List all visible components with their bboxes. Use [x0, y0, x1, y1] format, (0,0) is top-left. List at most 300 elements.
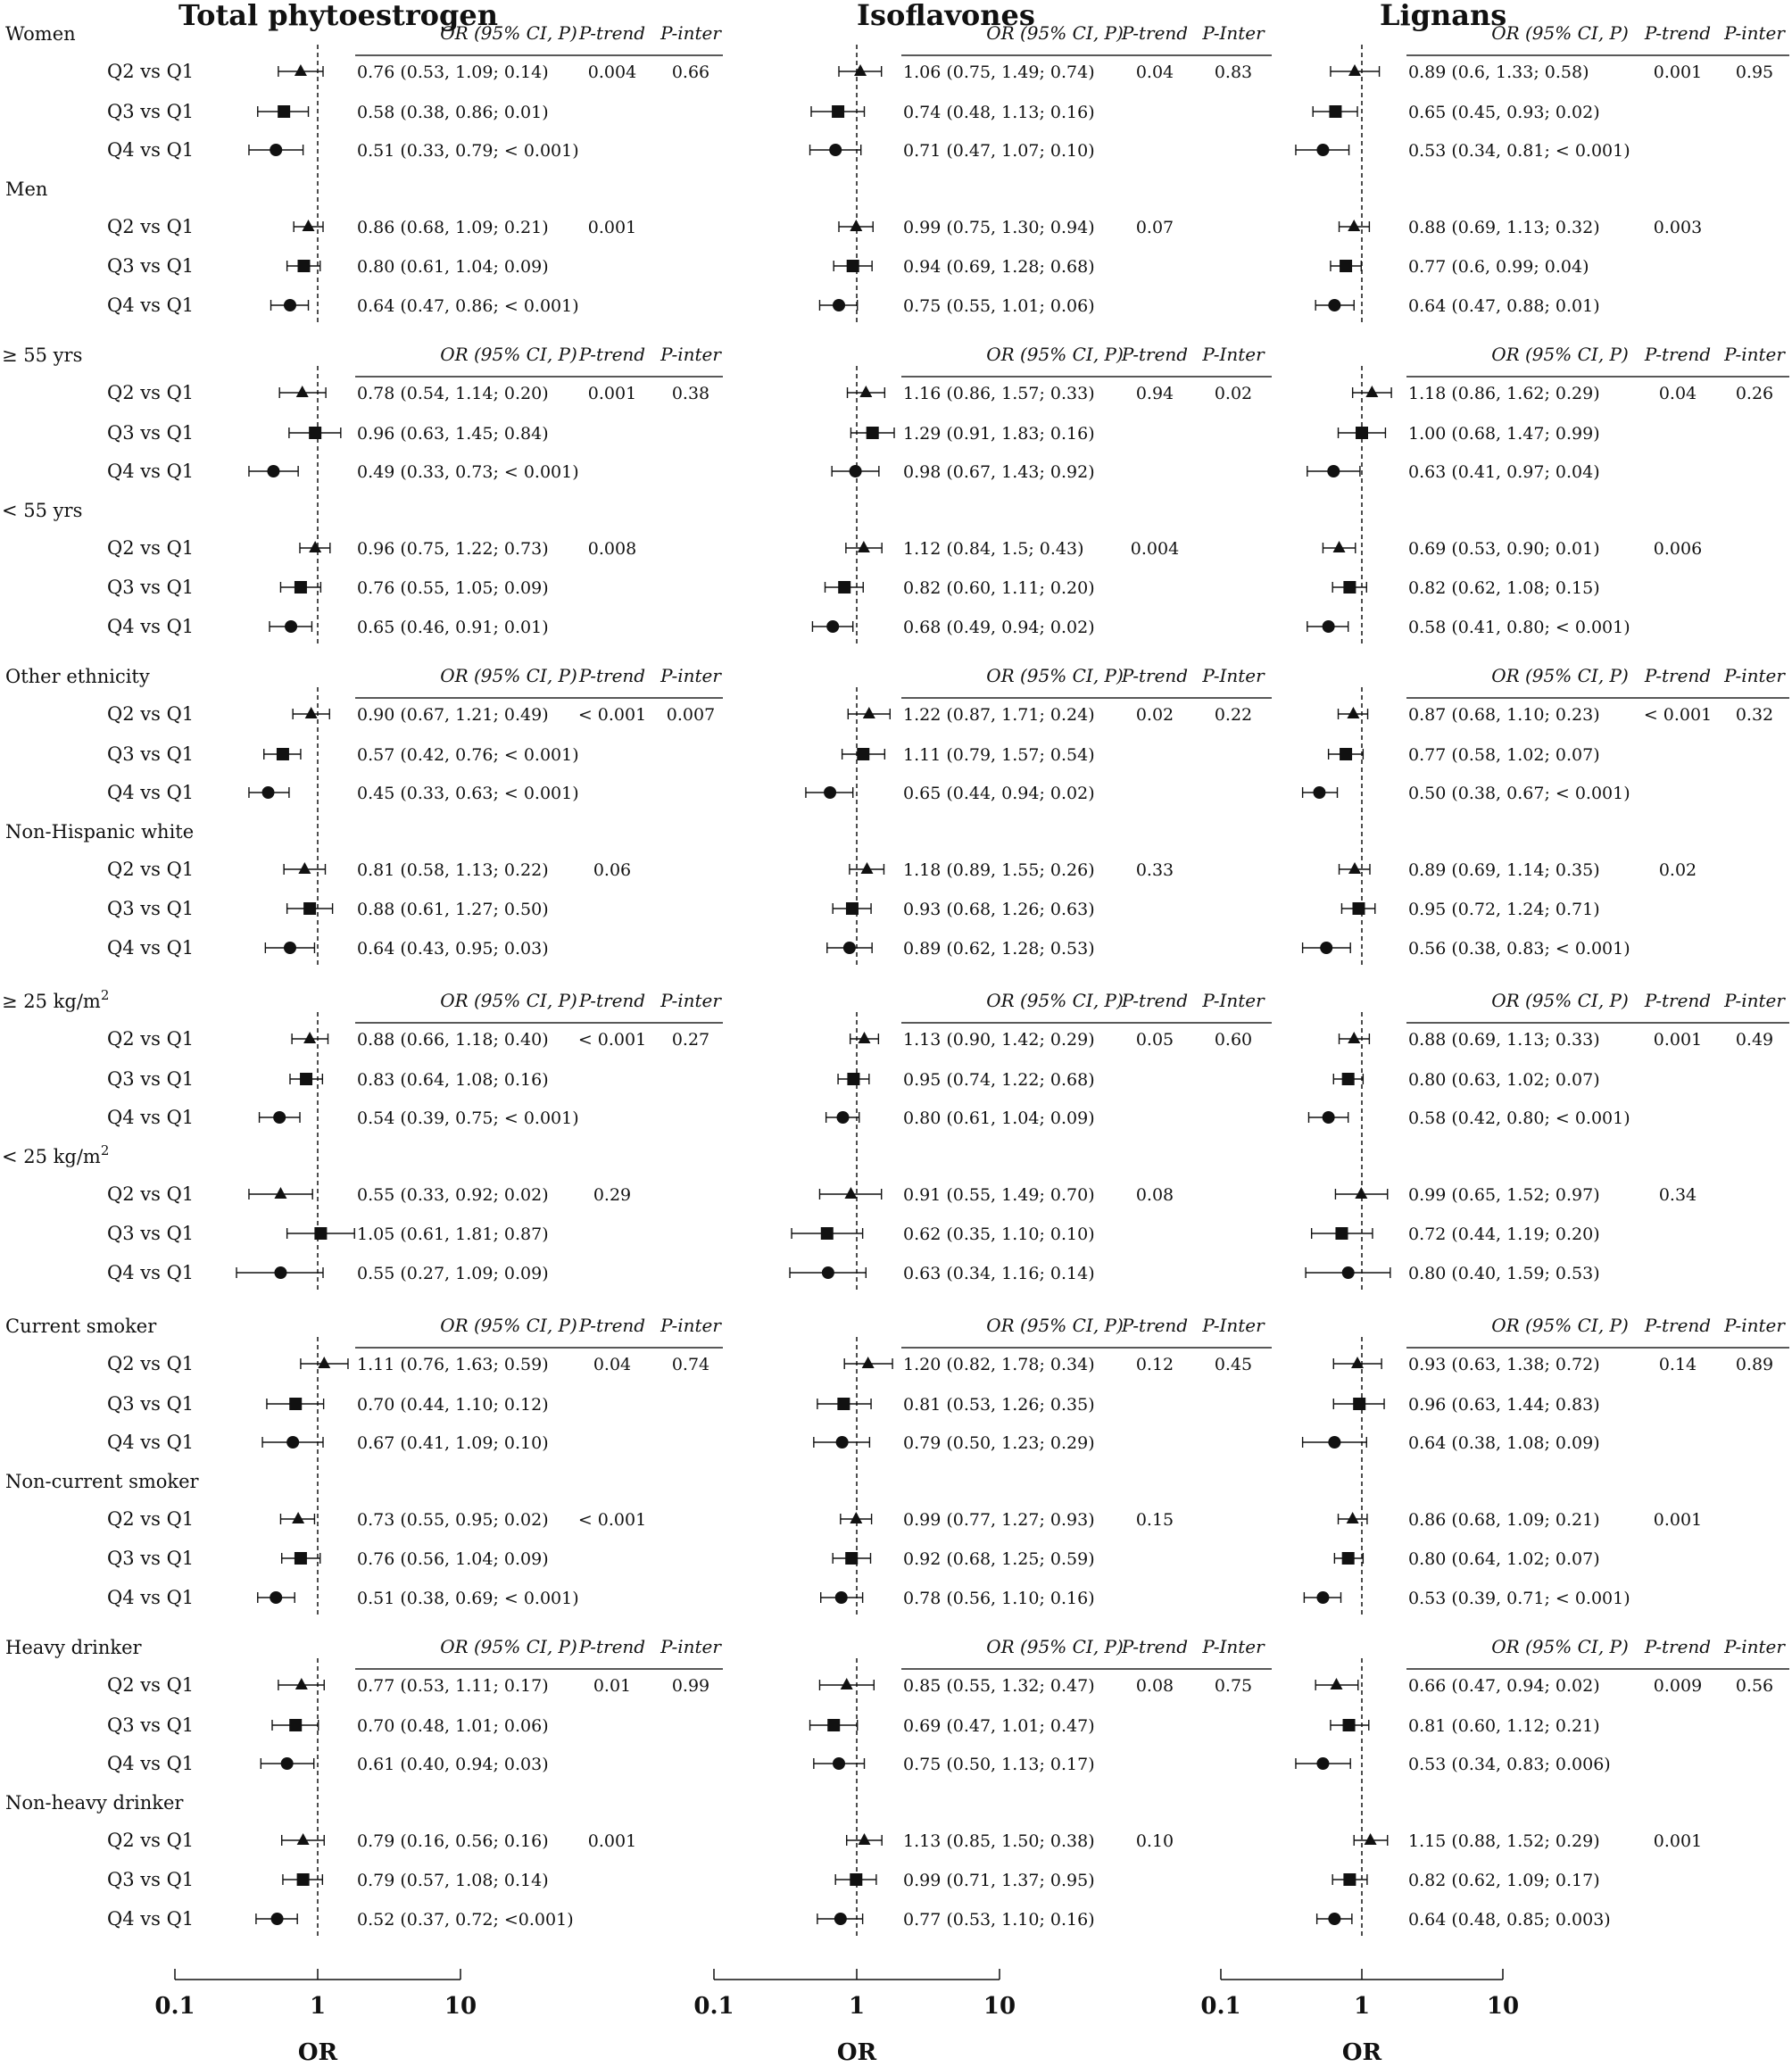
subgroup-section	[5, 22, 1789, 326]
comparison-label: Q2 vs Q1	[107, 1830, 195, 1851]
or-ci-text: 0.88 (0.69, 1.13; 0.33)	[1408, 1030, 1600, 1050]
or-point-square	[295, 1552, 307, 1565]
x-tick-label: 10	[1486, 1993, 1520, 2020]
comparison-label: Q3 vs Q1	[107, 1714, 195, 1736]
or-ci-header: OR (95% CI, P)	[986, 1315, 1124, 1336]
panel-block	[806, 665, 1272, 968]
or-ci-text: 0.77 (0.6, 0.99; 0.04)	[1408, 257, 1589, 277]
comparison-label: Q4 vs Q1	[107, 1107, 195, 1128]
or-point-square	[1329, 105, 1341, 118]
x-tick-label: 0.1	[693, 1993, 734, 2020]
p-trend-header: P-trend	[1644, 990, 1712, 1011]
comparison-label: Q3 vs Q1	[107, 1548, 195, 1569]
comparison-label: Q2 vs Q1	[107, 1028, 195, 1050]
p-inter-header: P-Inter	[1202, 665, 1265, 686]
or-ci-text: 1.18 (0.89, 1.55; 0.26)	[903, 860, 1095, 880]
or-ci-text: 0.75 (0.50, 1.13; 0.17)	[903, 1755, 1095, 1774]
or-ci-text: 0.94 (0.69, 1.28; 0.68)	[903, 257, 1095, 277]
or-point-circle	[270, 144, 282, 156]
p-trend-value: 0.04	[1658, 384, 1697, 403]
or-point-circle	[836, 1436, 849, 1449]
subgroup-section	[5, 1636, 1789, 1939]
p-inter-value: 0.95	[1735, 62, 1774, 82]
or-ci-text: 0.63 (0.34, 1.16; 0.14)	[903, 1264, 1095, 1283]
panel-block	[249, 344, 723, 647]
or-ci-text: 0.83 (0.64, 1.08; 0.16)	[357, 1070, 549, 1090]
or-ci-text: 0.91 (0.55, 1.49; 0.70)	[903, 1185, 1095, 1205]
or-point-circle	[1313, 786, 1325, 799]
or-ci-text: 0.52 (0.37, 0.72; <0.001)	[357, 1910, 574, 1930]
comparison-label: Q3 vs Q1	[107, 1869, 195, 1890]
or-ci-text: 0.79 (0.57, 1.08; 0.14)	[357, 1871, 549, 1890]
or-point-square	[1352, 902, 1365, 915]
p-trend-value: < 0.001	[1643, 705, 1713, 725]
p-inter-header: P-Inter	[1202, 344, 1265, 365]
or-ci-text: 0.79 (0.50, 1.23; 0.29)	[903, 1433, 1095, 1453]
or-point-triangle	[1347, 1512, 1359, 1523]
x-axis-label: OR	[297, 2039, 338, 2066]
p-trend-value: 0.008	[587, 539, 637, 559]
or-point-circle	[1327, 465, 1340, 477]
or-ci-text: 0.80 (0.61, 1.04; 0.09)	[357, 257, 549, 277]
or-point-square	[857, 748, 869, 760]
p-inter-header: P-inter	[1724, 1315, 1785, 1336]
comparison-label: Q3 vs Q1	[107, 1223, 195, 1244]
panel-block	[812, 344, 1272, 647]
or-ci-text: 1.00 (0.68, 1.47; 0.99)	[1408, 424, 1600, 444]
p-trend-value: 0.001	[1653, 1831, 1703, 1851]
p-trend-value: 0.001	[587, 1831, 637, 1851]
or-ci-text: 1.18 (0.86, 1.62; 0.29)	[1408, 384, 1600, 403]
or-ci-text: 0.51 (0.38, 0.69; < 0.001)	[357, 1589, 579, 1608]
p-trend-value: 0.02	[1135, 705, 1174, 725]
or-ci-text: 0.89 (0.69, 1.14; 0.35)	[1408, 860, 1600, 880]
p-inter-value: 0.32	[1735, 705, 1774, 725]
p-inter-header: P-Inter	[1202, 22, 1265, 44]
p-trend-header: P-trend	[1644, 665, 1712, 686]
or-ci-header: OR (95% CI, P)	[986, 22, 1124, 44]
or-point-circle	[270, 1591, 282, 1604]
or-point-triangle	[863, 707, 875, 718]
p-trend-value: 0.001	[1653, 1030, 1703, 1050]
or-ci-text: 0.74 (0.48, 1.13; 0.16)	[903, 103, 1095, 122]
or-ci-text: 0.93 (0.63, 1.38; 0.72)	[1408, 1355, 1600, 1374]
or-ci-text: 0.56 (0.38, 0.83; < 0.001)	[1408, 939, 1630, 959]
p-inter-value: 0.26	[1735, 384, 1774, 403]
comparison-label: Q3 vs Q1	[107, 1068, 195, 1090]
p-inter-value: 0.38	[671, 384, 710, 403]
or-point-triangle	[309, 541, 321, 552]
or-point-triangle	[1348, 64, 1361, 76]
panel-block	[790, 990, 1272, 1293]
panel-block	[1306, 990, 1789, 1293]
comparison-label: Q2 vs Q1	[107, 1353, 195, 1374]
p-inter-value: 0.49	[1735, 1030, 1774, 1050]
panel-block	[236, 990, 723, 1293]
p-inter-value: 0.60	[1214, 1030, 1253, 1050]
or-point-square	[821, 1227, 834, 1240]
panel-block	[1303, 665, 1789, 968]
or-ci-text: 0.70 (0.48, 1.01; 0.06)	[357, 1716, 549, 1736]
or-point-triangle	[859, 386, 872, 397]
p-trend-header: P-trend	[1121, 1315, 1189, 1336]
p-trend-value: 0.006	[1653, 539, 1703, 559]
or-point-triangle	[1333, 541, 1346, 552]
subgroup-section	[5, 665, 1789, 968]
or-ci-header: OR (95% CI, P)	[986, 1636, 1124, 1657]
p-inter-value: 0.99	[671, 1676, 710, 1696]
p-inter-header: P-inter	[1724, 344, 1785, 365]
p-trend-header: P-trend	[578, 344, 646, 365]
or-ci-text: 0.69 (0.47, 1.01; 0.47)	[903, 1716, 1095, 1736]
or-ci-text: 0.53 (0.34, 0.83; 0.006)	[1408, 1755, 1611, 1774]
p-trend-header: P-trend	[578, 665, 646, 686]
comparison-label: Q2 vs Q1	[107, 537, 195, 559]
p-inter-value: 0.007	[666, 705, 716, 725]
or-ci-text: 1.13 (0.90, 1.42; 0.29)	[903, 1030, 1095, 1050]
or-ci-text: 0.70 (0.44, 1.10; 0.12)	[357, 1395, 549, 1415]
panel-block	[258, 1315, 723, 1618]
p-trend-value: < 0.001	[577, 1030, 647, 1050]
p-trend-value: 0.29	[593, 1185, 632, 1205]
or-ci-header: OR (95% CI, P)	[440, 1636, 577, 1657]
subgroup-section	[2, 344, 1789, 647]
p-trend-header: P-trend	[578, 22, 646, 44]
p-inter-header: P-inter	[660, 22, 721, 44]
p-trend-header: P-trend	[578, 1315, 646, 1336]
x-tick-label: 10	[444, 1993, 477, 2020]
comparison-label: Q2 vs Q1	[107, 1674, 195, 1696]
or-point-circle	[833, 299, 845, 311]
comparison-label: Q2 vs Q1	[107, 859, 195, 880]
or-point-square	[309, 427, 321, 439]
p-trend-value: 0.009	[1653, 1676, 1703, 1696]
p-inter-header: P-inter	[1724, 665, 1785, 686]
comparison-label: Q4 vs Q1	[107, 1262, 195, 1283]
p-trend-value: 0.001	[1653, 1510, 1703, 1530]
p-trend-value: 0.004	[1130, 539, 1180, 559]
or-ci-text: 0.68 (0.49, 0.94; 0.02)	[903, 618, 1095, 637]
or-point-triangle	[298, 862, 311, 874]
p-inter-header: P-inter	[660, 1636, 721, 1657]
panel-block	[810, 22, 1272, 326]
p-inter-value: 0.56	[1735, 1676, 1774, 1696]
p-inter-value: 0.66	[671, 62, 710, 82]
or-ci-text: 1.11 (0.76, 1.63; 0.59)	[357, 1355, 549, 1374]
panel-block	[810, 1636, 1272, 1939]
p-trend-header: P-trend	[1121, 344, 1189, 365]
or-ci-text: 0.82 (0.62, 1.08; 0.15)	[1408, 578, 1600, 598]
comparison-label: Q3 vs Q1	[107, 1393, 195, 1415]
or-ci-header: OR (95% CI, P)	[1491, 665, 1629, 686]
or-point-circle	[1342, 1266, 1355, 1279]
or-point-circle	[1316, 1757, 1329, 1770]
p-inter-header: P-inter	[1724, 22, 1785, 44]
p-inter-header: P-Inter	[1202, 1636, 1265, 1657]
or-ci-header: OR (95% CI, P)	[440, 344, 577, 365]
or-ci-text: 1.13 (0.85, 1.50; 0.38)	[903, 1831, 1095, 1851]
panel-block	[1296, 1636, 1789, 1939]
or-ci-text: 0.53 (0.39, 0.71; < 0.001)	[1408, 1589, 1630, 1608]
p-trend-value: 0.05	[1135, 1030, 1174, 1050]
or-point-circle	[824, 786, 836, 799]
or-ci-text: 0.78 (0.54, 1.14; 0.20)	[357, 384, 549, 403]
or-point-circle	[273, 1111, 286, 1124]
or-point-circle	[1320, 942, 1332, 954]
or-ci-text: 0.81 (0.58, 1.13; 0.22)	[357, 860, 549, 880]
or-point-circle	[826, 620, 839, 633]
or-ci-text: 0.80 (0.63, 1.02; 0.07)	[1408, 1070, 1600, 1090]
p-trend-value: 0.08	[1135, 1676, 1174, 1696]
p-trend-value: 0.004	[587, 62, 637, 82]
or-point-square	[289, 1719, 302, 1731]
comparison-label: Q2 vs Q1	[107, 1508, 195, 1530]
or-point-circle	[1328, 1913, 1340, 1925]
group-label: Non-current smoker	[5, 1471, 199, 1492]
comparison-label: Q4 vs Q1	[107, 616, 195, 637]
or-point-circle	[836, 1111, 849, 1124]
panel-block	[1303, 1315, 1789, 1618]
subgroup-section	[2, 987, 1789, 1293]
or-point-square	[850, 1873, 862, 1886]
group-label: Non-Hispanic white	[5, 821, 195, 843]
or-ci-text: 0.82 (0.62, 1.09; 0.17)	[1408, 1871, 1600, 1890]
or-ci-text: 0.73 (0.55, 0.95; 0.02)	[357, 1510, 549, 1530]
p-trend-value: 0.06	[593, 860, 632, 880]
or-ci-text: 0.64 (0.43, 0.95; 0.03)	[357, 939, 549, 959]
or-ci-text: 1.22 (0.87, 1.71; 0.24)	[903, 705, 1095, 725]
group-label: Non-heavy drinker	[5, 1792, 184, 1814]
or-point-square	[837, 1398, 850, 1410]
p-trend-header: P-trend	[578, 990, 646, 1011]
or-ci-text: 0.96 (0.63, 1.45; 0.84)	[357, 424, 549, 444]
or-point-circle	[271, 1913, 284, 1925]
or-ci-header: OR (95% CI, P)	[1491, 344, 1629, 365]
or-ci-text: 0.58 (0.42, 0.80; < 0.001)	[1408, 1108, 1630, 1128]
or-ci-text: 0.87 (0.68, 1.10; 0.23)	[1408, 705, 1600, 725]
or-point-triangle	[274, 1187, 286, 1199]
comparison-label: Q4 vs Q1	[107, 1432, 195, 1453]
or-ci-header: OR (95% CI, P)	[440, 990, 577, 1011]
or-ci-text: 0.45 (0.33, 0.63; < 0.001)	[357, 784, 579, 803]
x-tick-label: 10	[983, 1993, 1016, 2020]
or-ci-text: 0.82 (0.60, 1.11; 0.20)	[903, 578, 1095, 598]
p-inter-value: 0.74	[671, 1355, 710, 1374]
or-point-triangle	[318, 1357, 330, 1368]
p-trend-value: 0.15	[1135, 1510, 1174, 1530]
x-axis-label: OR	[836, 2039, 877, 2066]
p-inter-header: P-inter	[1724, 990, 1785, 1011]
or-ci-text: 0.99 (0.65, 1.52; 0.97)	[1408, 1185, 1600, 1205]
or-point-square	[277, 748, 289, 760]
x-axis	[1200, 1969, 1519, 2066]
panel-block	[1296, 22, 1789, 326]
or-ci-text: 0.58 (0.38, 0.86; 0.01)	[357, 103, 549, 122]
or-point-circle	[843, 942, 856, 954]
or-ci-text: 0.51 (0.33, 0.79; < 0.001)	[357, 141, 579, 161]
p-inter-value: 0.83	[1214, 62, 1253, 82]
or-point-square	[1340, 748, 1352, 760]
group-label: Women	[5, 23, 76, 45]
or-ci-text: 1.06 (0.75, 1.49; 0.74)	[903, 62, 1095, 82]
p-trend-header: P-trend	[1644, 22, 1712, 44]
p-trend-value: 0.001	[1653, 62, 1703, 82]
x-tick-label: 1	[848, 1993, 866, 2020]
group-label: Men	[5, 178, 48, 200]
or-ci-header: OR (95% CI, P)	[986, 665, 1124, 686]
or-point-triangle	[295, 1678, 308, 1689]
or-point-square	[297, 260, 310, 272]
or-ci-text: 1.05 (0.61, 1.81; 0.87)	[357, 1224, 549, 1244]
or-ci-text: 0.76 (0.56, 1.04; 0.09)	[357, 1549, 549, 1569]
or-ci-header: OR (95% CI, P)	[440, 22, 577, 44]
p-inter-header: P-inter	[660, 665, 721, 686]
or-ci-text: 0.72 (0.44, 1.19; 0.20)	[1408, 1224, 1600, 1244]
or-ci-text: 1.20 (0.82, 1.78; 0.34)	[903, 1355, 1095, 1374]
or-point-square	[867, 427, 879, 439]
p-inter-value: 0.02	[1214, 384, 1253, 403]
p-trend-value: 0.02	[1658, 860, 1697, 880]
p-trend-value: 0.12	[1135, 1355, 1174, 1374]
or-point-square	[1356, 427, 1368, 439]
p-trend-value: 0.94	[1135, 384, 1174, 403]
or-ci-header: OR (95% CI, P)	[986, 990, 1124, 1011]
or-ci-text: 0.95 (0.74, 1.22; 0.68)	[903, 1070, 1095, 1090]
or-ci-header: OR (95% CI, P)	[1491, 22, 1629, 44]
x-axis-label: OR	[1341, 2039, 1382, 2066]
or-ci-text: 0.96 (0.75, 1.22; 0.73)	[357, 539, 549, 559]
or-ci-text: 0.88 (0.66, 1.18; 0.40)	[357, 1030, 549, 1050]
group-label: ≥ 25 $kg/m^2$	[2, 987, 110, 1012]
panel-block	[256, 1636, 723, 1939]
or-ci-text: 0.99 (0.77, 1.27; 0.93)	[903, 1510, 1095, 1530]
or-point-square	[847, 260, 859, 272]
or-point-triangle	[1348, 220, 1360, 231]
or-point-circle	[835, 1591, 848, 1604]
or-point-triangle	[305, 707, 318, 718]
or-ci-text: 0.49 (0.33, 0.73; < 0.001)	[357, 462, 579, 482]
or-point-square	[1342, 1552, 1355, 1565]
or-ci-text: 0.92 (0.68, 1.25; 0.59)	[903, 1549, 1095, 1569]
panel-title: Isoflavones	[857, 0, 1035, 32]
comparison-label: Q3 vs Q1	[107, 743, 195, 765]
or-point-circle	[822, 1266, 834, 1279]
or-point-triangle	[303, 1032, 316, 1043]
or-point-triangle	[1348, 1032, 1360, 1043]
p-inter-header: P-inter	[660, 1315, 721, 1336]
or-point-triangle	[858, 1032, 870, 1043]
or-ci-text: 0.69 (0.53, 0.90; 0.01)	[1408, 539, 1600, 559]
or-ci-text: 1.12 (0.84, 1.5; 0.43)	[903, 539, 1084, 559]
or-point-triangle	[296, 386, 309, 397]
or-point-triangle	[858, 1833, 870, 1845]
comparison-label: Q3 vs Q1	[107, 255, 195, 277]
comparison-label: Q3 vs Q1	[107, 101, 195, 122]
or-point-square	[1342, 1073, 1355, 1085]
or-ci-text: 1.16 (0.86, 1.57; 0.33)	[903, 384, 1095, 403]
or-point-circle	[833, 1757, 845, 1770]
p-trend-value: 0.01	[593, 1676, 632, 1696]
or-point-circle	[267, 465, 279, 477]
p-trend-header: P-trend	[1121, 990, 1189, 1011]
or-ci-text: 0.55 (0.27, 1.09; 0.09)	[357, 1264, 549, 1283]
or-point-square	[300, 1073, 312, 1085]
or-ci-text: 0.71 (0.47, 1.07; 0.10)	[903, 141, 1095, 161]
or-ci-text: 0.57 (0.42, 0.76; < 0.001)	[357, 745, 579, 765]
or-ci-text: 1.11 (0.79, 1.57; 0.54)	[903, 745, 1095, 765]
group-label: < 55 yrs	[2, 500, 83, 521]
comparison-label: Q2 vs Q1	[107, 1183, 195, 1205]
or-ci-text: 0.99 (0.71, 1.37; 0.95)	[903, 1871, 1095, 1890]
or-point-triangle	[1348, 862, 1361, 874]
or-point-triangle	[850, 220, 862, 231]
or-point-square	[845, 1552, 858, 1565]
comparison-label: Q4 vs Q1	[107, 937, 195, 959]
p-trend-value: 0.08	[1135, 1185, 1174, 1205]
or-ci-text: 0.66 (0.47, 0.94; 0.02)	[1408, 1676, 1600, 1696]
or-point-triangle	[297, 1833, 310, 1845]
or-point-square	[847, 1073, 859, 1085]
or-point-square	[1343, 581, 1356, 594]
or-ci-header: OR (95% CI, P)	[1491, 990, 1629, 1011]
group-label: Other ethnicity	[5, 666, 150, 687]
or-point-square	[1343, 1873, 1356, 1886]
or-ci-text: 0.81 (0.53, 1.26; 0.35)	[903, 1395, 1095, 1415]
or-point-triangle	[861, 862, 874, 874]
comparison-label: Q4 vs Q1	[107, 295, 195, 316]
or-point-square	[278, 105, 290, 118]
or-ci-text: 0.61 (0.40, 0.94; 0.03)	[357, 1755, 549, 1774]
or-ci-header: OR (95% CI, P)	[440, 665, 577, 686]
or-point-triangle	[292, 1512, 304, 1523]
p-inter-value: 0.89	[1735, 1355, 1774, 1374]
comparison-label: Q4 vs Q1	[107, 1908, 195, 1930]
or-ci-text: 0.88 (0.61, 1.27; 0.50)	[357, 900, 549, 919]
or-point-circle	[1316, 144, 1329, 156]
or-ci-text: 0.80 (0.40, 1.59; 0.53)	[1408, 1264, 1600, 1283]
or-ci-text: 0.90 (0.67, 1.21; 0.49)	[357, 705, 549, 725]
or-point-circle	[829, 144, 842, 156]
x-tick-label: 0.1	[1200, 1993, 1241, 2020]
or-point-triangle	[1355, 1187, 1367, 1199]
or-ci-text: 1.15 (0.88, 1.52; 0.29)	[1408, 1831, 1600, 1851]
x-tick-label: 1	[309, 1993, 327, 2020]
or-ci-text: 0.96 (0.63, 1.44; 0.83)	[1408, 1395, 1600, 1415]
or-point-circle	[262, 786, 275, 799]
or-ci-text: 0.80 (0.61, 1.04; 0.09)	[903, 1108, 1095, 1128]
or-ci-text: 0.79 (0.16, 0.56; 0.16)	[357, 1831, 549, 1851]
or-ci-text: 0.76 (0.55, 1.05; 0.09)	[357, 578, 549, 598]
comparison-label: Q2 vs Q1	[107, 61, 195, 82]
panel-title: Lignans	[1380, 0, 1507, 32]
or-ci-text: 0.67 (0.41, 1.09; 0.10)	[357, 1433, 549, 1453]
p-inter-header: P-inter	[660, 344, 721, 365]
or-point-circle	[284, 299, 296, 311]
or-point-square	[827, 1719, 840, 1731]
or-point-square	[314, 1227, 327, 1240]
comparison-label: Q4 vs Q1	[107, 461, 195, 482]
or-ci-text: 0.89 (0.62, 1.28; 0.53)	[903, 939, 1095, 959]
or-point-triangle	[303, 220, 315, 231]
panel-block	[249, 22, 723, 326]
or-point-circle	[1316, 1591, 1329, 1604]
comparison-label: Q4 vs Q1	[107, 1753, 195, 1774]
or-ci-text: 0.55 (0.33, 0.92; 0.02)	[357, 1185, 549, 1205]
or-point-square	[1353, 1398, 1365, 1410]
or-point-triangle	[854, 64, 867, 76]
or-point-circle	[284, 942, 296, 954]
or-point-circle	[281, 1757, 294, 1770]
